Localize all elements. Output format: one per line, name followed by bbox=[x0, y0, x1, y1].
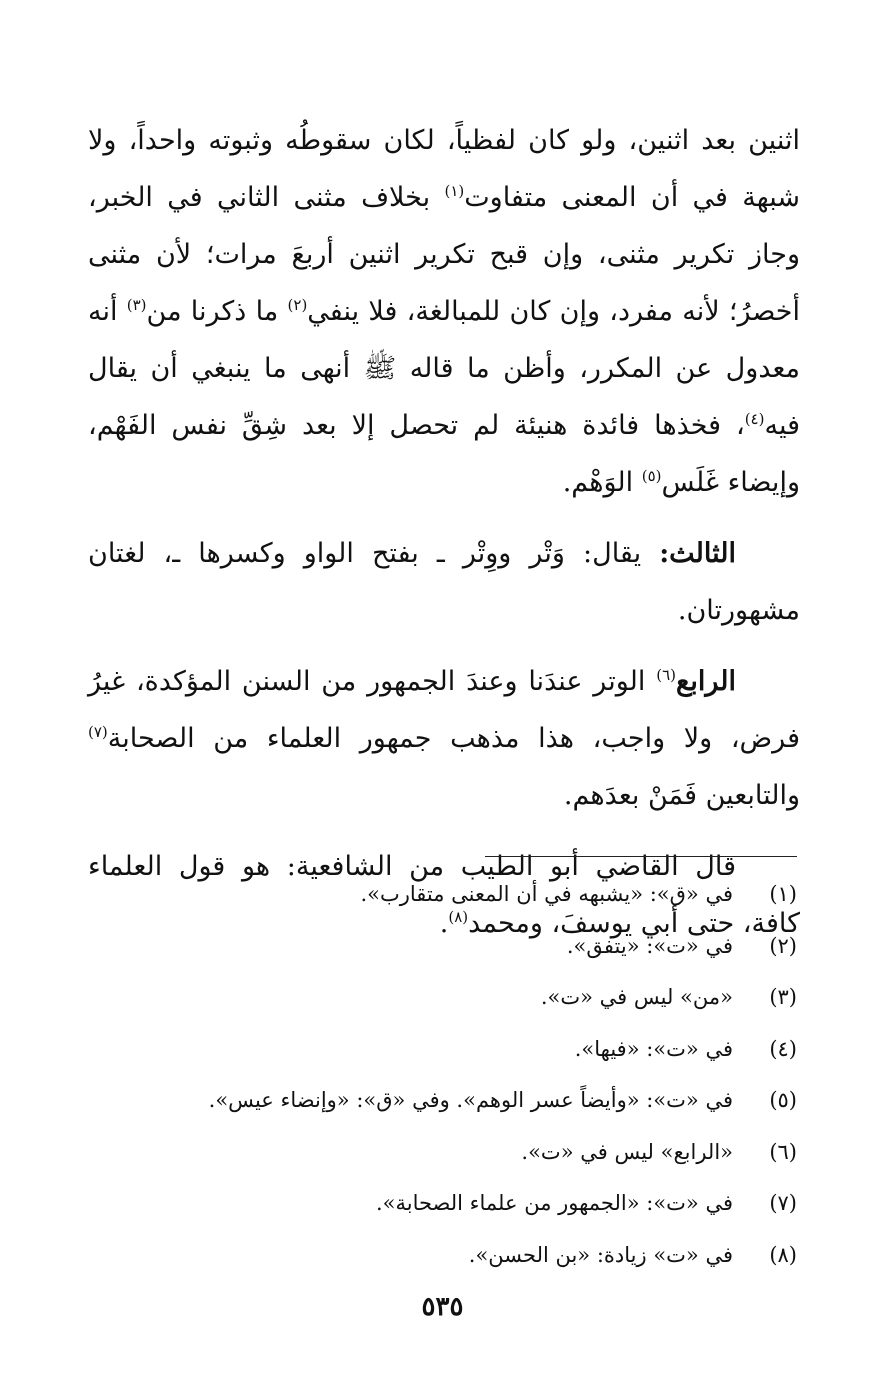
footnote-separator bbox=[485, 856, 797, 857]
paragraph-text: . bbox=[439, 908, 449, 939]
paragraph-text: بخلاف مثنى الثاني في الخبر، وجاز تكرير مثنى، وإن قبح تكرير اثنين أربعَ مرات؛ لأن مثنى أخصرُ؛ لأنه مفرد، وإن كان للمبالغة، فلا ينفي bbox=[88, 182, 800, 327]
footnote-ref-5[interactable]: (٥) bbox=[641, 467, 662, 485]
footnote-text: في «ق»: «يشبهه في أن المعنى متقارب». bbox=[360, 882, 733, 906]
footnote-text: «الرابع» ليس في «ت». bbox=[521, 1139, 733, 1164]
section-lead-fourth: الرابع bbox=[675, 666, 736, 697]
footnote-text: في «ت»: «الجمهور من علماء الصحابة». bbox=[375, 1191, 733, 1215]
paragraph-text: اثنين بعد اثنين، ولو كان لفظياً، لكان سقوطُه وثبوته واحداً، ولا شبهة في أن المعنى متفاوت bbox=[88, 125, 800, 213]
footnote-ref-4[interactable]: (٤) bbox=[744, 410, 765, 428]
paragraph-text: والتابعين فَمَنْ بعدَهم. bbox=[563, 780, 800, 811]
footnote-item bbox=[85, 924, 797, 976]
paragraph-text: قال القاضي أبو الطيب من الشافعية: هو قول العلماء كافة، حتى أبي يوسفَ، ومحمد bbox=[88, 851, 800, 939]
paragraph-text: ما ذكرنا من bbox=[146, 296, 288, 327]
main-text bbox=[88, 112, 800, 952]
footnote-number: (١) bbox=[769, 882, 797, 906]
paragraph-text: أنه معدول عن المكرر، وأظن ما قاله ﷺ أنهى ما ينبغي أن يقال فيه bbox=[88, 296, 800, 441]
footnote-text: في «ت» زيادة: «بن الحسن». bbox=[468, 1242, 733, 1267]
footnote-item bbox=[85, 1078, 797, 1130]
footnote-item bbox=[85, 1130, 797, 1182]
footnote-text: في «ت»: «وأيضاً عسر الوهم». وفي «ق»: «وإنضاء عيس». bbox=[208, 1088, 733, 1112]
footnote-text: «من» ليس في «ت». bbox=[540, 985, 733, 1009]
section-lead-third: الثالث: bbox=[659, 538, 736, 569]
footnote-number: (٧) bbox=[769, 1191, 797, 1215]
footnote-ref-1[interactable]: (١) bbox=[444, 182, 465, 200]
footnotes bbox=[85, 872, 797, 1284]
paragraph-text: الوتر عندَنا وعندَ الجمهور من السنن المؤكدة، غيرُ فرض، ولا واجب، هذا مذهب جمهور العلماء من الصحابة bbox=[88, 666, 800, 754]
footnote-number: (٢) bbox=[769, 933, 797, 958]
paragraph-3 bbox=[88, 653, 800, 824]
footnote-ref-8[interactable]: (٨) bbox=[448, 908, 469, 926]
footnote-number: (٨) bbox=[769, 1242, 797, 1267]
footnote-item bbox=[85, 872, 797, 924]
footnote-number: (٣) bbox=[769, 985, 797, 1009]
footnote-ref-7[interactable]: (٧) bbox=[88, 723, 108, 741]
footnote-text: في «ت»: «يتفق». bbox=[566, 933, 733, 958]
paragraph-text: يقال: وَتْر ووِتْر ـ بفتح الواو وكسرها ـ، لغتان مشهورتان. bbox=[88, 538, 800, 626]
footnote-ref-3[interactable]: (٣) bbox=[126, 296, 147, 314]
footnote-ref-6[interactable]: (٦) bbox=[656, 666, 676, 684]
paragraph-text: ، فخذها فائدة هنيئة لم تحصل إلا بعد شِقِّ نفس الفَهْم، وإيضاء غَلَس bbox=[88, 410, 800, 498]
footnote-ref-2[interactable]: (٢) bbox=[287, 296, 308, 314]
footnote-number: (٥) bbox=[769, 1088, 797, 1112]
footnote-item bbox=[85, 975, 797, 1027]
footnote-text: في «ت»: «فيها». bbox=[574, 1036, 733, 1061]
page-number: ٥٣٥ bbox=[421, 1292, 464, 1322]
footnote-number: (٦) bbox=[769, 1139, 797, 1164]
footnote-item bbox=[85, 1233, 797, 1285]
footnote-item bbox=[85, 1027, 797, 1079]
paragraph-text: الوَهْم. bbox=[562, 467, 642, 498]
paragraph-2 bbox=[88, 525, 800, 639]
paragraph-1 bbox=[88, 112, 800, 511]
footnote-number: (٤) bbox=[769, 1036, 797, 1061]
footnote-item bbox=[85, 1181, 797, 1233]
